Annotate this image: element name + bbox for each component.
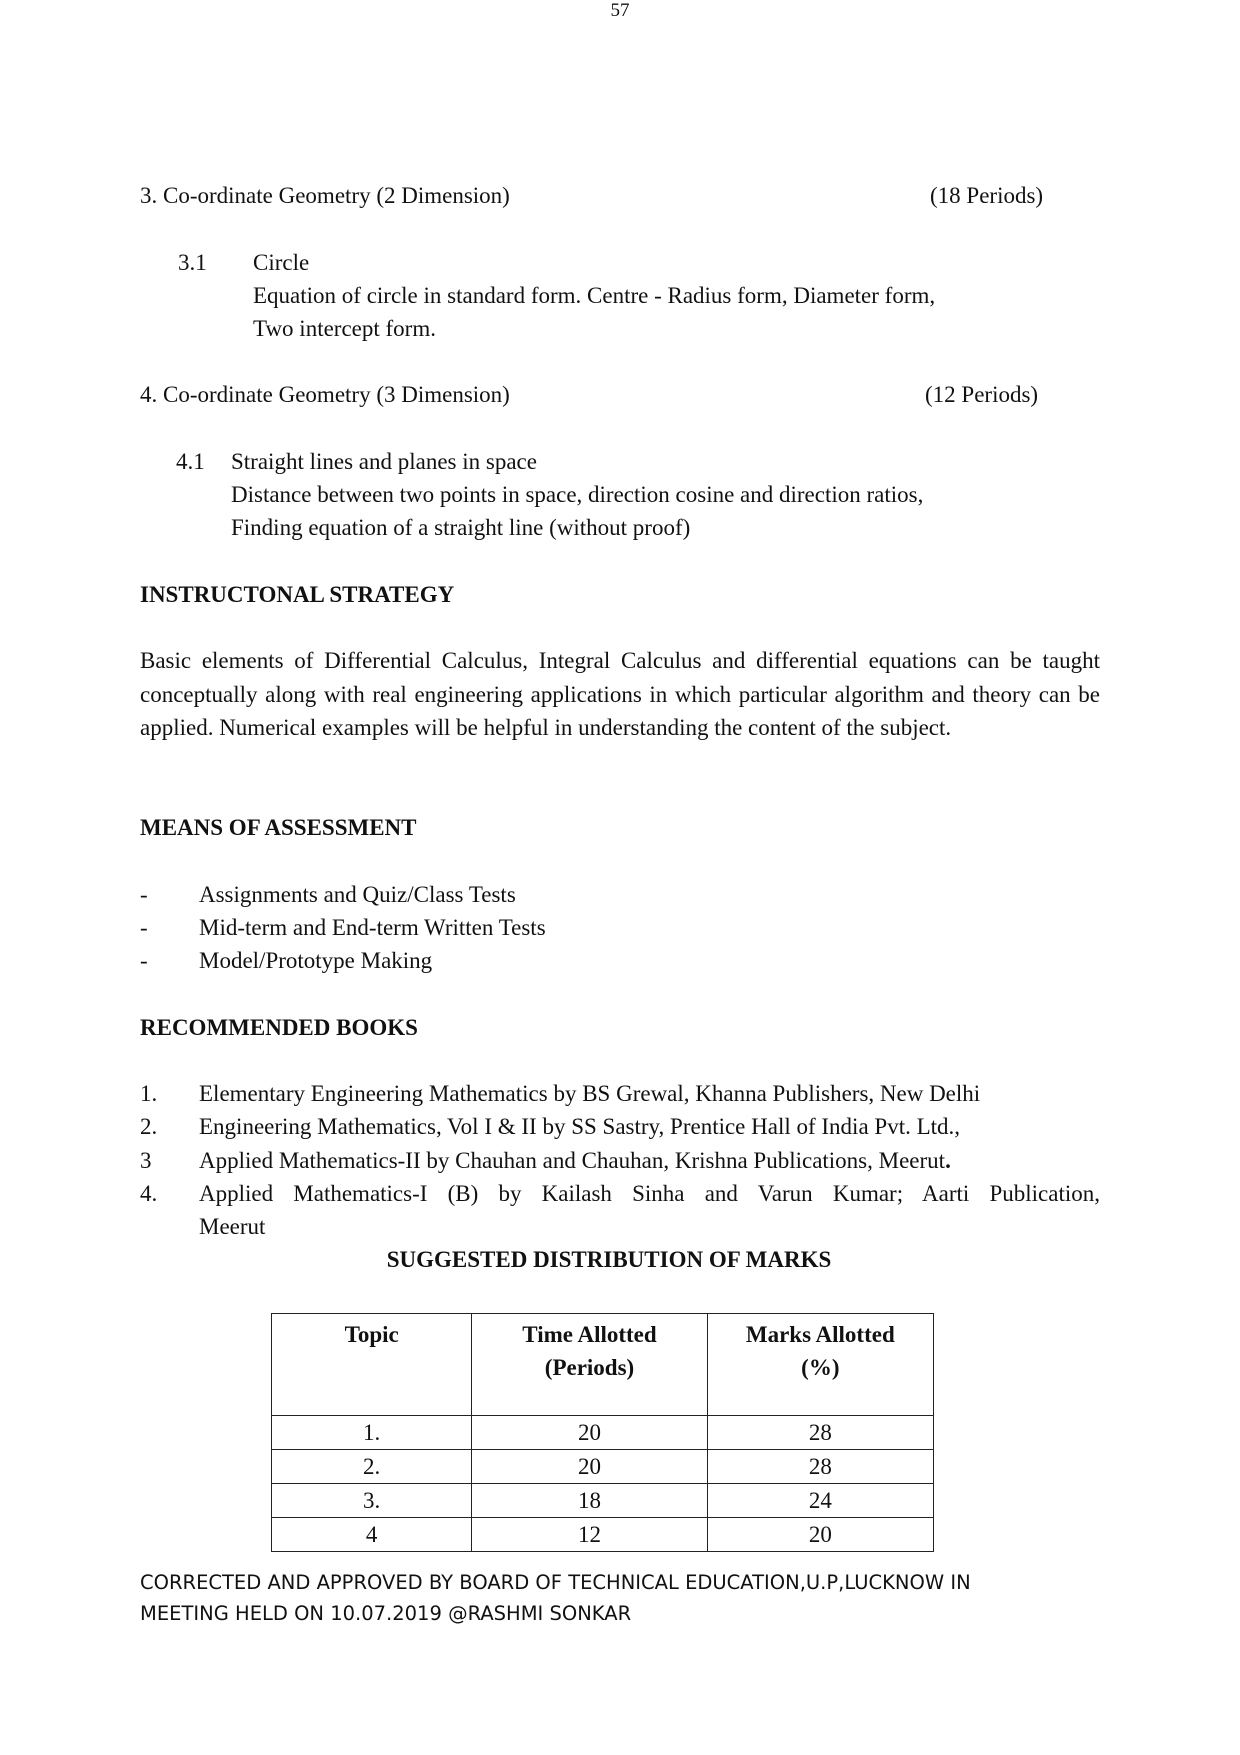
assessment-item: Assignments and Quiz/Class Tests (199, 882, 516, 907)
column-header-line: Time Allotted (522, 1322, 657, 1347)
column-header-line: (Periods) (544, 1355, 635, 1380)
section-3-title: 3. Co-ordinate Geometry (2 Dimension) (140, 183, 510, 208)
table-cell-topic: 3. (272, 1484, 472, 1518)
table-header-row (272, 1314, 934, 1416)
table-cell-topic: 2. (272, 1450, 472, 1484)
assessment-bullet: - (140, 882, 148, 907)
column-header-line: Topic (344, 1322, 399, 1347)
book-entry (199, 1144, 951, 1177)
book-entry: Applied Mathematics-I (B) by Kailash Sinha and Varun Kumar; Aarti Publication, (199, 1181, 1100, 1206)
book-number: 4. (140, 1181, 158, 1206)
book-number: 1. (140, 1081, 158, 1106)
table-cell-marks: 20 (707, 1518, 933, 1552)
book-entry: Elementary Engineering Mathematics by BS Grewal, Khanna Publishers, New Delhi (199, 1081, 981, 1106)
subsection-4-1-line-1: Distance between two points in space, direction cosine and direction ratios, (231, 482, 924, 507)
assessment-item: Model/Prototype Making (199, 948, 433, 973)
subsection-3-1-title: Circle (253, 250, 310, 275)
subsection-4-1-line-2: Finding equation of a straight line (without proof) (231, 515, 691, 540)
section-4-periods: (12 Periods) (925, 382, 1039, 407)
footer-line-1: CORRECTED AND APPROVED BY BOARD OF TECHNICAL EDUCATION,U.P,LUCKNOW IN (140, 1571, 971, 1594)
table-cell-marks: 28 (707, 1416, 933, 1450)
table-cell-topic: 4 (272, 1518, 472, 1552)
assessment-bullet: - (140, 948, 148, 973)
book-number: 3 (140, 1148, 152, 1173)
table-cell-marks: 24 (707, 1484, 933, 1518)
distribution-heading: SUGGESTED DISTRIBUTION OF MARKS (386, 1247, 832, 1272)
assessment-item: Mid-term and End-term Written Tests (199, 915, 546, 940)
table-cell-periods: 20 (472, 1416, 707, 1450)
column-header-marks-allotted (707, 1314, 933, 1416)
footer-line-2: MEETING HELD ON 10.07.2019 @RASHMI SONKAR (140, 1602, 632, 1625)
instructional-strategy-heading: INSTRUCTONAL STRATEGY (140, 582, 455, 607)
column-header-line: Marks Allotted (745, 1322, 895, 1347)
table-cell-topic: 1. (272, 1416, 472, 1450)
section-4-title: 4. Co-ordinate Geometry (3 Dimension) (140, 382, 510, 407)
book-entry-text: Applied Mathematics-II by Chauhan and Chauhan, Krishna Publications, Meerut (199, 1148, 946, 1173)
book-number: 2. (140, 1114, 158, 1139)
book-entry-continuation: Meerut (199, 1214, 266, 1239)
table-cell-periods: 12 (472, 1518, 707, 1552)
subsection-4-1-number: 4.1 (176, 449, 205, 474)
column-header-time-allotted (472, 1314, 707, 1416)
subsection-4-1-title: Straight lines and planes in space (231, 449, 537, 474)
instructional-strategy-text: Basic elements of Differential Calculus, Integral Calculus and differential equations can be taught conceptually along with real engineering applications in which particular algorithm and theory can be applied. Numerical examples will be helpful in understanding the content of the subject. (140, 648, 1100, 740)
column-header-topic (272, 1314, 472, 1416)
table-row (272, 1450, 934, 1484)
subsection-3-1-line-2: Two intercept form. (253, 316, 436, 341)
assessment-heading: MEANS OF ASSESSMENT (140, 815, 417, 840)
assessment-bullet: - (140, 915, 148, 940)
column-header-line: (%) (801, 1355, 840, 1380)
section-3-periods: (18 Periods) (930, 183, 1044, 208)
table-row (272, 1484, 934, 1518)
table-row (272, 1518, 934, 1552)
table-cell-periods: 18 (472, 1484, 707, 1518)
table-cell-periods: 20 (472, 1450, 707, 1484)
book-entry: Engineering Mathematics, Vol I & II by SS Sastry, Prentice Hall of India Pvt. Ltd., (199, 1114, 961, 1139)
recommended-books-heading: RECOMMENDED BOOKS (140, 1015, 418, 1040)
table-row (272, 1416, 934, 1450)
book-entry-period: . (945, 1148, 951, 1173)
page-number: 57 (610, 0, 630, 21)
table-cell-marks: 28 (707, 1450, 933, 1484)
subsection-3-1-line-1: Equation of circle in standard form. Centre - Radius form, Diameter form, (253, 283, 936, 308)
marks-distribution-table (271, 1313, 934, 1552)
subsection-3-1-number: 3.1 (178, 250, 207, 275)
